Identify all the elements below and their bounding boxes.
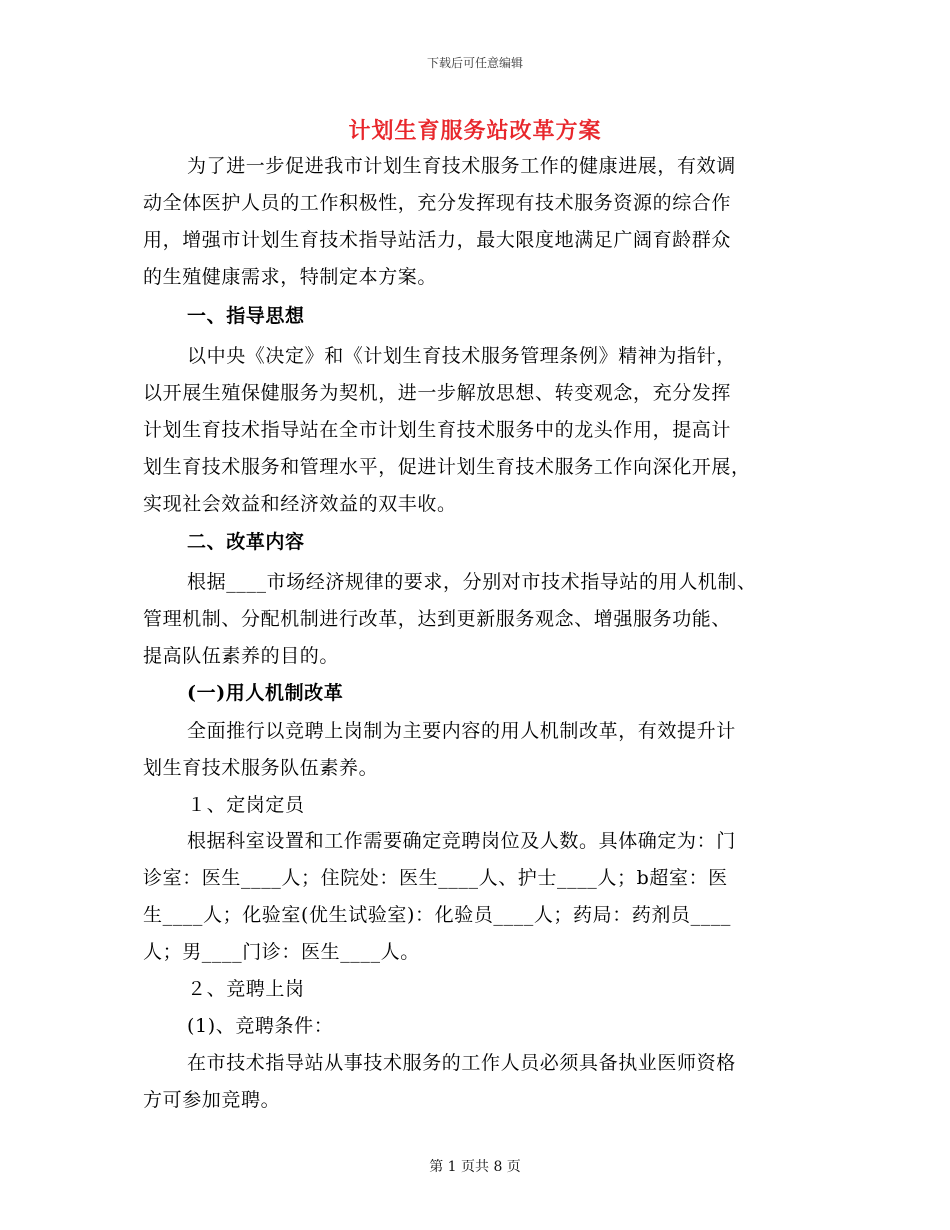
body-line: 诊室：医生____人；住院处：医生____人、护士____人；b超室：医 [143,867,728,889]
body-line: 生____人；化验室(优生试验室)：化验员____人；药局：药剂员____ [143,904,732,926]
body-line: 计划生育技术指导站在全市计划生育技术服务中的龙头作用，提高计 [143,419,732,441]
body-line: 划生育技术服务和管理水平，促进计划生育技术服务工作向深化开展， [143,456,751,478]
body-line: 用，增强市计划生育技术指导站活力，最大限度地满足广阔育龄群众 [143,229,732,251]
body-line: 提高队伍素养的目的。 [143,645,340,667]
body-line: 在市技术指导站从事技术服务的工作人员必须具备执业医师资格 [187,1052,736,1074]
body-line: 根据科室设置和工作需要确定竞聘岗位及人数。具体确定为：门 [187,830,736,852]
body-line: 实现社会效益和经济效益的双丰收。 [143,493,457,515]
body-line: 全面推行以竞聘上岗制为主要内容的用人机制改革，有效提升计 [187,720,736,742]
section-heading: 一、指导思想 [187,305,305,327]
body-line: 以中央《决定》和《计划生育技术服务管理条例》精神为指针， [187,345,736,367]
page-header-note: 下载后可任意编辑 [426,56,523,70]
item-heading: １、定岗定员 [187,794,305,816]
item-heading: ２、竞聘上岗 [187,978,305,1000]
document-title: 计划生育服务站改革方案 [348,118,602,144]
body-line: 人；男____门诊：医生____人。 [143,941,420,963]
body-line: 划生育技术服务队伍素养。 [143,757,379,779]
body-line: 管理机制、分配机制进行改革，达到更新服务观念、增强服务功能、 [143,608,732,630]
body-line: 动全体医护人员的工作积极性，充分发挥现有技术服务资源的综合作 [143,192,732,214]
body-line: 的生殖健康需求，特制定本方案。 [143,266,438,288]
item-subheading: (1)、竞聘条件： [187,1015,334,1037]
section-heading: 二、改革内容 [187,531,305,553]
body-line: 为了进一步促进我市计划生育技术服务工作的健康进展，有效调 [187,155,736,177]
body-line: 根据____市场经济规律的要求，分别对市技术指导站的用人机制、 [187,571,757,593]
body-line: 方可参加竞聘。 [143,1089,281,1111]
page-footer-number: 第 1 页共 8 页 [429,1159,521,1175]
subsection-heading: (一)用人机制改革 [187,682,344,704]
body-line: 以开展生殖保健服务为契机，进一步解放思想、转变观念，充分发挥 [143,382,732,404]
